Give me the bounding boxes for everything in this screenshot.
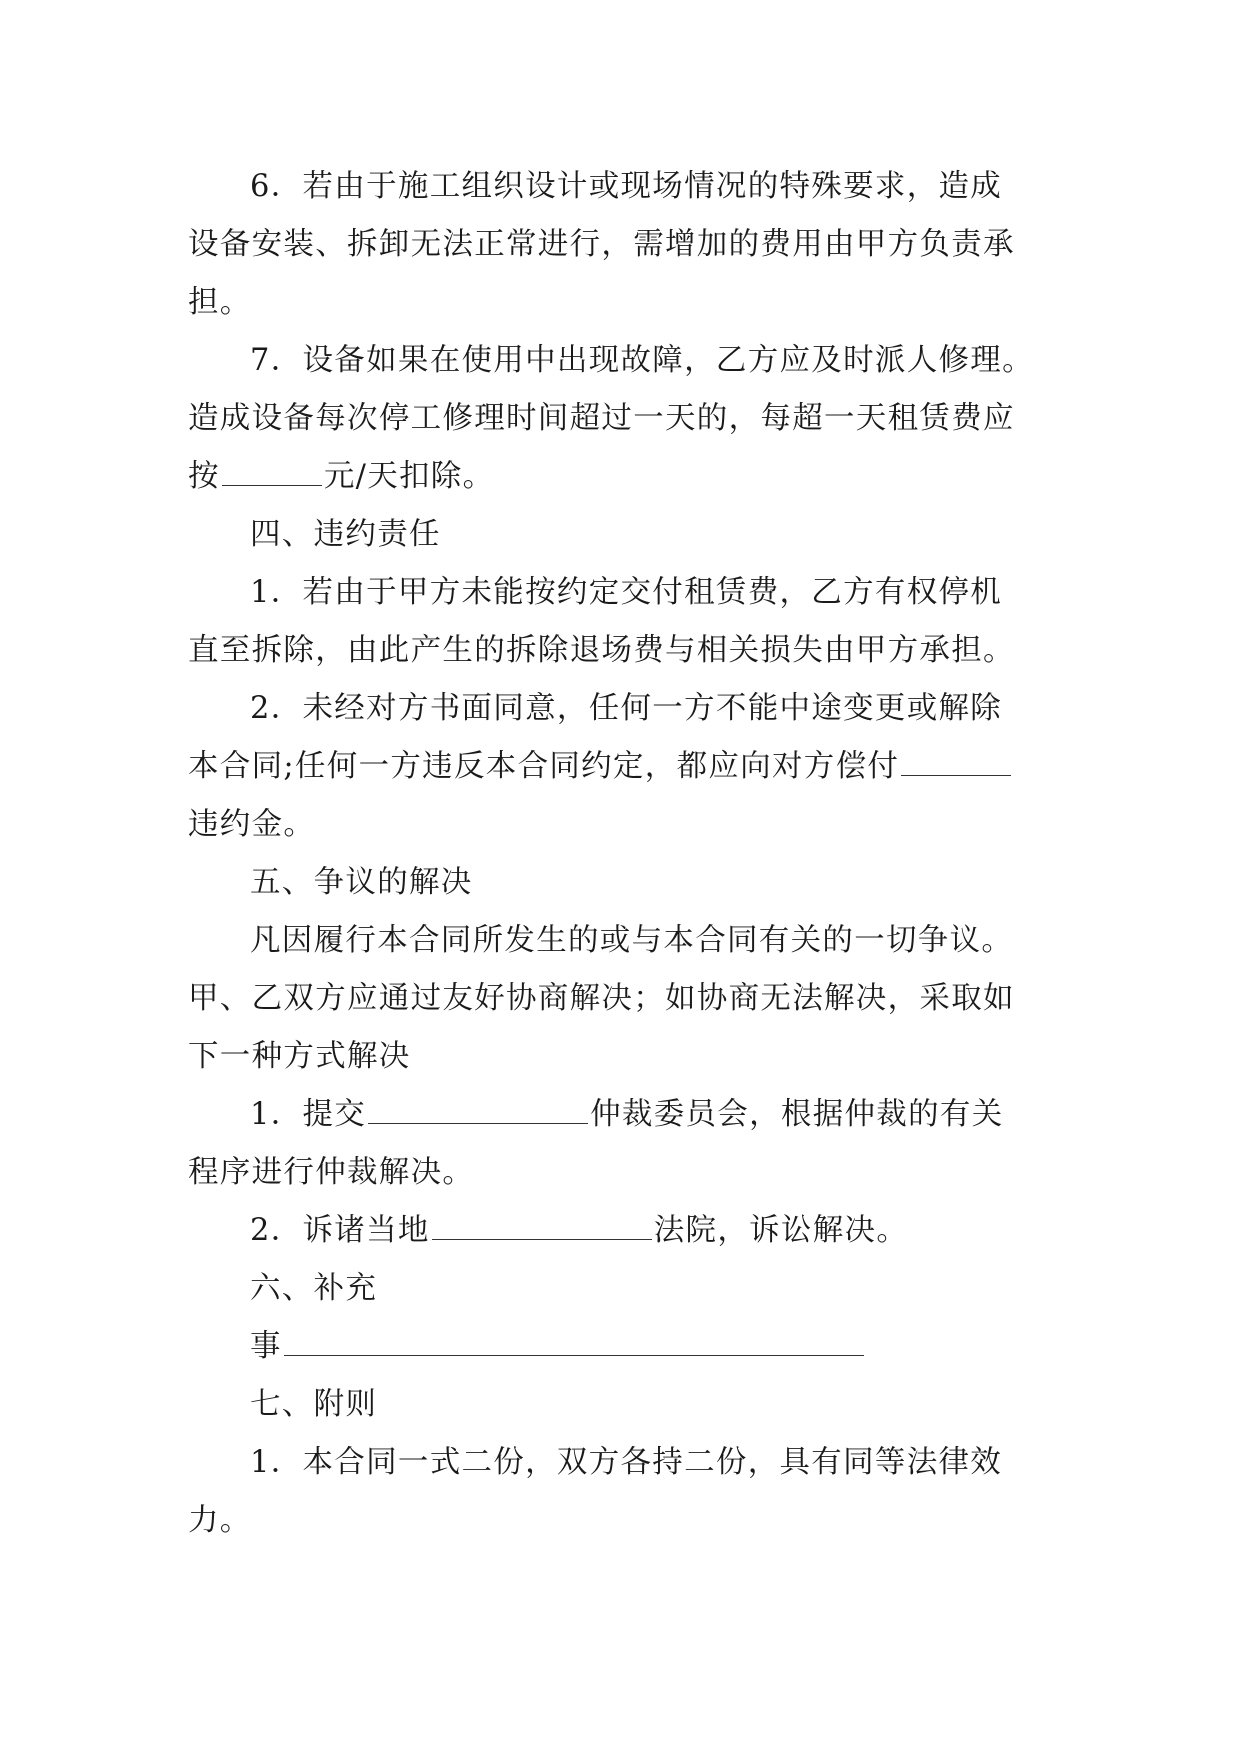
section5-para-line3: 下一种方式解决 [188, 1039, 411, 1074]
section4-item2-line3: 违约金。 [188, 807, 316, 842]
section4-item2-line1: 2．未经对方书面同意，任何一方不能中途变更或解除 [250, 691, 1003, 726]
section5-item1-prefix: 1．提交 [250, 1097, 367, 1132]
section5-heading: 五、争议的解决 [250, 865, 473, 900]
section6-heading: 六、补充 [250, 1271, 378, 1306]
section5-item1-line2: 程序进行仲裁解决。 [188, 1155, 475, 1190]
section5-item2-line [188, 1202, 1053, 1260]
section5-item1-line1 [188, 1086, 1053, 1144]
item6-line2: 设备安装、拆卸无法正常进行，需增加的费用由甲方负责承 [188, 227, 1015, 262]
section6-prefix: 事 [250, 1329, 282, 1364]
section6-line [188, 1318, 1053, 1376]
section5-item1-suffix: 仲裁委员会，根据仲裁的有关 [590, 1097, 1004, 1132]
item7-line3-prefix: 按 [188, 459, 220, 494]
section7-item1-line2: 力。 [188, 1503, 252, 1538]
section7-heading: 七、附则 [250, 1387, 378, 1422]
item6-line1: 6．若由于施工组织设计或现场情况的特殊要求，造成 [250, 169, 1003, 204]
arbitration-committee-blank [368, 1093, 588, 1124]
item6-line3: 担。 [188, 285, 252, 320]
section4-item2-line2-prefix: 本合同;任何一方违反本合同约定，都应向对方偿付 [188, 749, 900, 784]
section5-para-line2: 甲、乙双方应通过友好协商解决；如协商无法解决，采取如 [188, 981, 1015, 1016]
section7-item1-line1: 1．本合同一式二份，双方各持二份，具有同等法律效 [250, 1445, 1003, 1480]
item7-line2: 造成设备每次停工修理时间超过一天的，每超一天租赁费应 [188, 401, 1015, 436]
section5-item2-suffix: 法院，诉讼解决。 [653, 1213, 909, 1248]
section4-item1-line1: 1．若由于甲方未能按约定交付租赁费，乙方有权停机 [250, 575, 1003, 610]
section4-item2-line2 [188, 738, 1053, 796]
daily-deduction-blank [222, 455, 322, 486]
item7-line3 [188, 448, 1053, 506]
section4-item1-line2: 直至拆除，由此产生的拆除退场费与相关损失由甲方承担。 [188, 633, 1015, 668]
contract-body [188, 158, 1053, 1550]
section5-item2-prefix: 2．诉诸当地 [250, 1213, 430, 1248]
section5-para-line1: 凡因履行本合同所发生的或与本合同有关的一切争议。 [250, 923, 1014, 958]
item7-line1: 7．设备如果在使用中出现故障，乙方应及时派人修理。 [250, 343, 1034, 378]
item7-line3-suffix: 元/天扣除。 [323, 459, 495, 494]
supplementary-matters-blank [284, 1325, 864, 1356]
court-name-blank [432, 1209, 652, 1240]
section4-heading: 四、违约责任 [250, 517, 441, 552]
penalty-amount-blank [901, 745, 1011, 776]
